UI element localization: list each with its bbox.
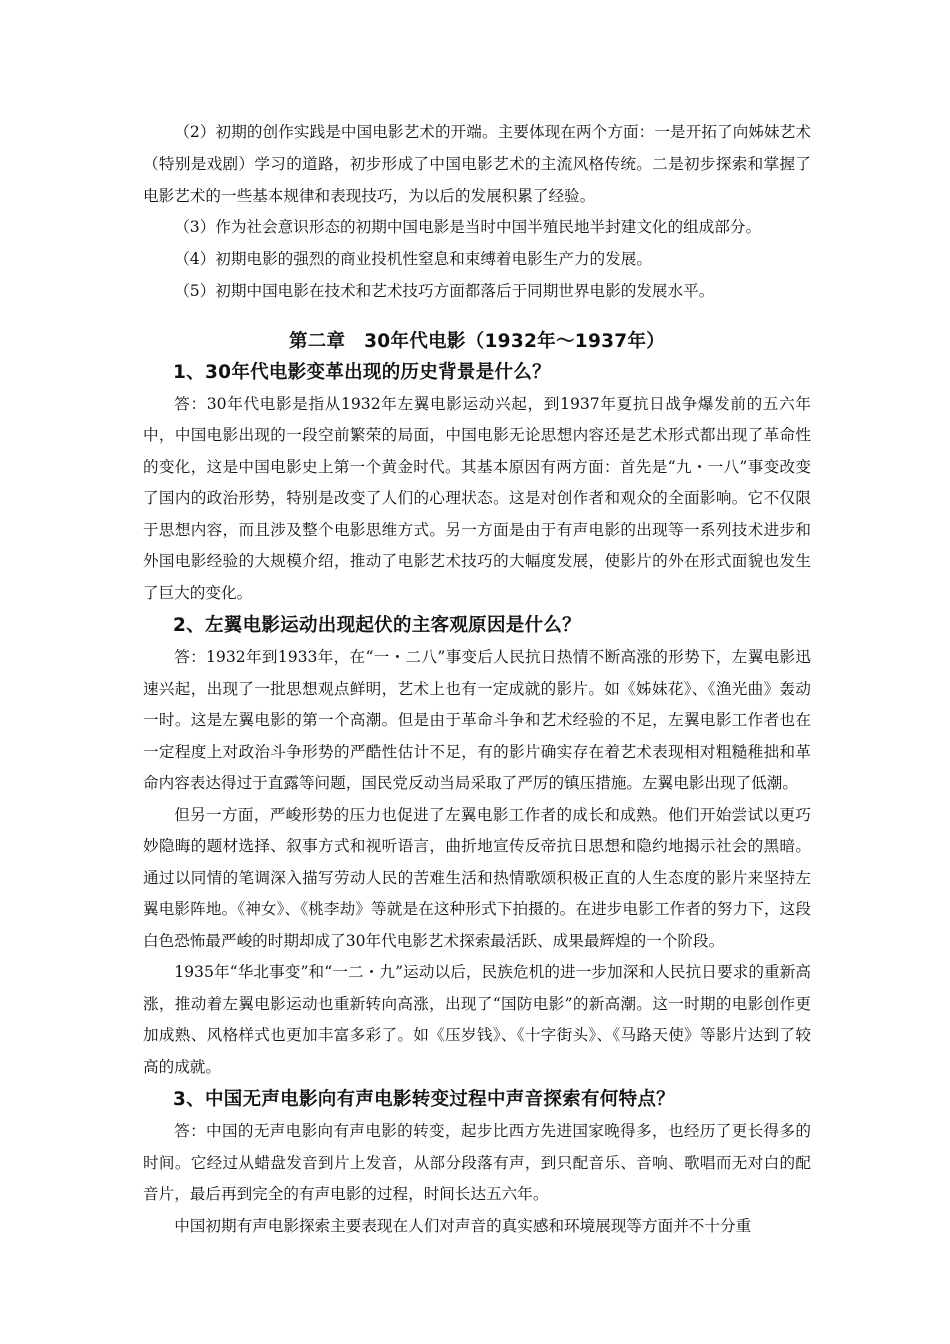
question-heading-2: 2、左翼电影运动出现起伏的主客观原因是什么？ — [173, 615, 581, 637]
answer-paragraph-3a: 答：中国的无声电影向有声电影的转变，起步比西方先进国家晚得多，也经历了更长得多的时间。它经过从蜡盘发音到片上发音，从部分段落有声，到只配音乐、音响、歌唱而无对白的配音片，最后再到完全的有声电影的过程，时间长达五六年。 — [143, 1122, 811, 1204]
question-heading-3: 3、中国无声电影向有声电影转变过程中声音探索有何特点？ — [173, 1089, 675, 1111]
paragraph-point-3: （3）作为社会意识形态的初期中国电影是当时中国半殖民地半封建文化的组成部分。 — [174, 218, 762, 237]
answer-paragraph-3b: 中国初期有声电影探索主要表现在人们对声音的真实感和环境展现等方面并不十分重 — [174, 1216, 752, 1235]
document-body — [143, 117, 811, 1242]
paragraph-point-4: （4）初期电影的强烈的商业投机性窒息和束缚着电影生产力的发展。 — [174, 250, 652, 269]
chapter-title: 第二章 30年代电影（1932年～1937年） — [288, 330, 666, 352]
paragraph-point-2: （2）初期的创作实践是中国电影艺术的开端。主要体现在两个方面：一是开拓了向姊妹艺术（特别是戏剧）学习的道路，初步形成了中国电影艺术的主流风格传统。二是初步探索和掌握了电影艺术的一些基本规律和表现技巧，为以后的发展积累了经验。 — [143, 123, 811, 205]
answer-paragraph-2c: 1935年“华北事变”和“一二・九”运动以后，民族危机的进一步加深和人民抗日要求的重新高涨，推动着左翼电影运动也重新转向高涨，出现了“国防电影”的新高潮。这一时期的电影创作更加成熟、风格样式也更加丰富多彩了。如《压岁钱》、《十字街头》、《马路天使》等影片达到了较高的成就。 — [143, 963, 811, 1076]
answer-paragraph-2a: 答：1932年到1933年，在“一・二八”事变后人民抗日热情不断高涨的形势下，左翼电影迅速兴起，出现了一批思想观点鲜明，艺术上也有一定成就的影片。如《姊妹花》、《渔光曲》轰动一时。这是左翼电影的第一个高潮。但是由于革命斗争和艺术经验的不足，左翼电影工作者也在一定程度上对政治斗争形势的严酷性估计不足，有的影片确实存在着艺术表现相对粗糙稚拙和革命内容表达得过于直露等问题，国民党反动当局采取了严厉的镇压措施。左翼电影出现了低潮。 — [143, 648, 811, 793]
question-heading-1: 1、30年代电影变革出现的历史背景是什么？ — [173, 361, 551, 383]
paragraph-point-5: （5）初期中国电影在技术和艺术技巧方面都落后于同期世界电影的发展水平。 — [174, 281, 715, 300]
answer-paragraph-2b: 但另一方面，严峻形势的压力也促进了左翼电影工作者的成长和成熟。他们开始尝试以更巧妙隐晦的题材选择、叙事方式和视听语言，曲折地宣传反帝抗日思想和隐约地揭示社会的黑暗。通过以同情的笔调深入描写劳动人民的苦难生活和热情歌颂积极正直的人生态度的影片来坚持左翼电影阵地。《神女》、《桃李劫》等就是在这种形式下拍摄的。在进步电影工作者的努力下，这段白色恐怖最严峻的时期却成了30年代电影艺术探索最活跃、成果最辉煌的一个阶段。 — [143, 805, 811, 950]
answer-paragraph-1: 答：30年代电影是指从1932年左翼电影运动兴起，到1937年夏抗日战争爆发前的五六年中，中国电影出现的一段空前繁荣的局面，中国电影无论思想内容还是艺术形式都出现了革命性的变化，这是中国电影史上第一个黄金时代。其基本原因有两方面：首先是“九・一八”事变改变了国内的政治形势，特别是改变了人们的心理状态。这是对创作者和观众的全面影响。它不仅限于思想内容，而且涉及整个电影思维方式。另一方面是由于有声电影的出现等一系列技术进步和外国电影经验的大规模介绍，推动了电影艺术技巧的大幅度发展，使影片的外在形式面貌也发生了巨大的变化。 — [143, 394, 811, 602]
